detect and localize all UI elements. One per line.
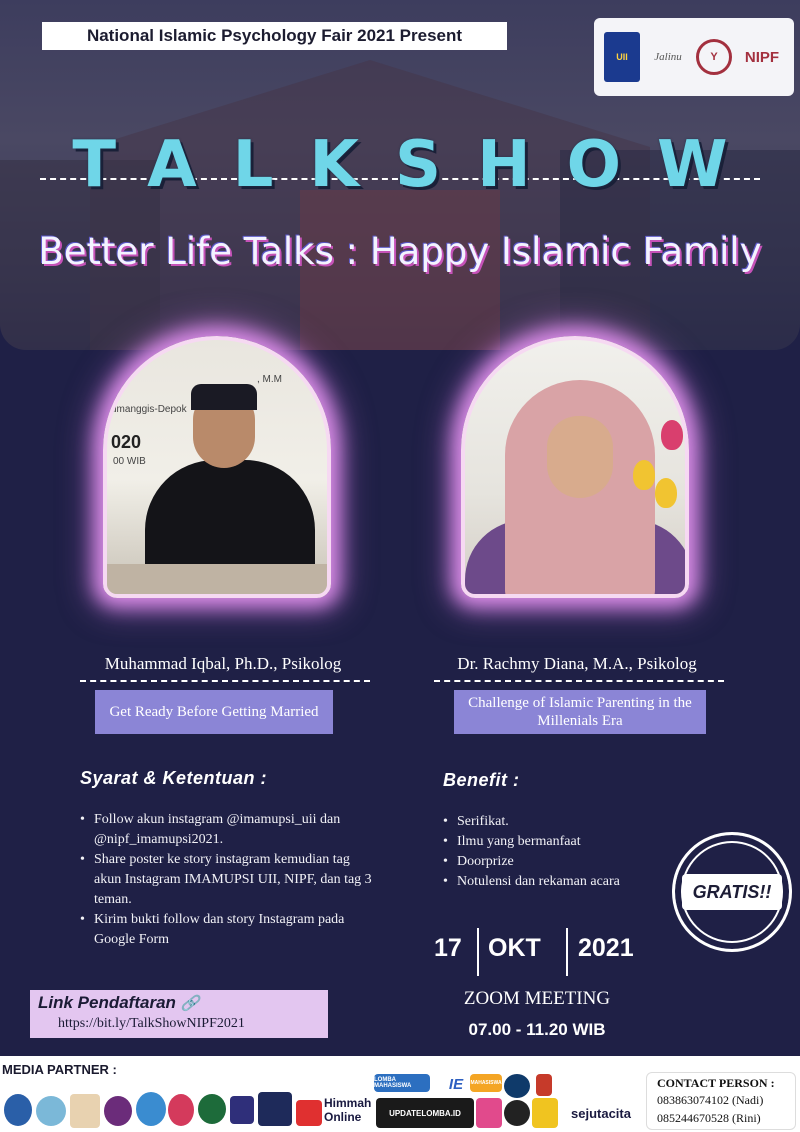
jalinu-logo: Jalinu (654, 51, 682, 63)
flower (633, 460, 655, 490)
speaker-topic-2: Challenge of Islamic Parenting in the Millenials Era (454, 690, 706, 734)
contact-title: CONTACT PERSON : (657, 1076, 775, 1090)
registration-title-text: Link Pendaftaran (38, 993, 176, 1012)
date-divider (566, 928, 568, 976)
event-year: 2021 (578, 934, 634, 962)
contact-person-box (646, 1072, 796, 1130)
registration-title (38, 993, 199, 1013)
benefit-title: Benefit : (443, 770, 520, 790)
media-partner-label: MEDIA PARTNER : (2, 1062, 117, 1077)
list-item: • Doorprize (443, 852, 643, 872)
list-item: • Ilmu yang bermanfaat (443, 832, 643, 852)
speaker-cap (191, 384, 257, 410)
partner-logo-ie: IE (444, 1074, 468, 1094)
speaker-photo-2 (461, 336, 689, 598)
uii-logo: UII (604, 32, 640, 82)
partner-logo (476, 1098, 502, 1128)
photo-backdrop-text: , M.M (257, 374, 282, 385)
list-item: • Notulensi dan rekaman acara (443, 872, 643, 892)
partner-logo-sejutacita: sejutacita (562, 1098, 640, 1128)
link-icon: 🔗 (180, 995, 200, 1012)
divider (80, 680, 370, 682)
requirements-list (80, 810, 380, 950)
nipf-logo: NIPF (744, 48, 780, 66)
partner-logo (136, 1092, 166, 1126)
event-month: OKT (488, 934, 541, 962)
partner-logo (198, 1094, 226, 1124)
speaker-topic-1: Get Ready Before Getting Married (95, 690, 333, 734)
organizer-logos (594, 18, 794, 96)
speaker-name-2: Dr. Rachmy Diana, M.A., Psikolog (457, 654, 697, 673)
registration-url[interactable]: https://bit.ly/TalkShowNIPF2021 (58, 1016, 245, 1031)
page-subtitle: Better Life Talks : Happy Islamic Family (38, 230, 762, 273)
partner-logo (504, 1100, 530, 1126)
list-item: • Follow akun instagram @imamupsi_uii dan @nipf_imamupsi2021. (80, 810, 380, 850)
speaker-photo-1 (103, 336, 331, 598)
event-day: 17 (434, 934, 462, 962)
speaker-face (547, 416, 613, 498)
photo-backdrop-text: 020 (111, 432, 142, 452)
contact-number[interactable]: 085244670528 (Rini) (657, 1111, 761, 1125)
partner-logo (4, 1094, 32, 1126)
psychology-logo: Y (696, 39, 732, 75)
list-item: • Kirim bukti follow dan story Instagram pada Google Form (80, 910, 380, 950)
partner-logo (532, 1098, 558, 1128)
partner-logo (230, 1096, 254, 1124)
partner-logo (296, 1100, 322, 1126)
photo-backdrop-text: umanggis-Depok (111, 404, 187, 415)
partner-logo-himmah: Himmah Online (324, 1094, 374, 1126)
partner-logo (168, 1094, 194, 1126)
partner-logo (70, 1094, 100, 1128)
partner-logo (104, 1096, 132, 1126)
partner-logo (536, 1074, 552, 1096)
partner-logo (258, 1092, 292, 1126)
partner-logo-lomba: LOMBA MAHASISWA (374, 1074, 430, 1092)
requirements-title: Syarat & Ketentuan : (80, 768, 268, 788)
list-item: • Share poster ke story instagram kemudian tag akun Instagram IMAMUPSI UII, NIPF, dan tag 3 teman. (80, 850, 380, 910)
benefit-list (443, 812, 643, 892)
free-badge: GRATIS!! (682, 874, 782, 910)
event-time: 07.00 - 11.20 WIB (468, 1020, 606, 1039)
registration-box[interactable] (30, 990, 328, 1038)
flower (661, 420, 683, 450)
contact-number[interactable]: 083863074102 (Nadi) (657, 1093, 764, 1107)
flower (655, 478, 677, 508)
partner-logo (36, 1096, 66, 1126)
table (107, 564, 331, 598)
partner-logo-updatelomba: UPDATELOMBA.ID (376, 1098, 474, 1128)
presenter-banner: National Islamic Psychology Fair 2021 Present (42, 22, 507, 50)
page-title: TALKSHOW (72, 128, 764, 202)
partner-logo (504, 1074, 530, 1098)
partner-logo-mahasiswa: MAHASISWA (470, 1074, 502, 1092)
divider (434, 680, 724, 682)
event-platform: ZOOM MEETING (463, 988, 611, 1009)
speaker-name-1: Muhammad Iqbal, Ph.D., Psikolog (104, 654, 342, 673)
list-item: • Serifikat. (443, 812, 643, 832)
photo-backdrop-text: 00 WIB (113, 456, 146, 467)
date-divider (477, 928, 479, 976)
